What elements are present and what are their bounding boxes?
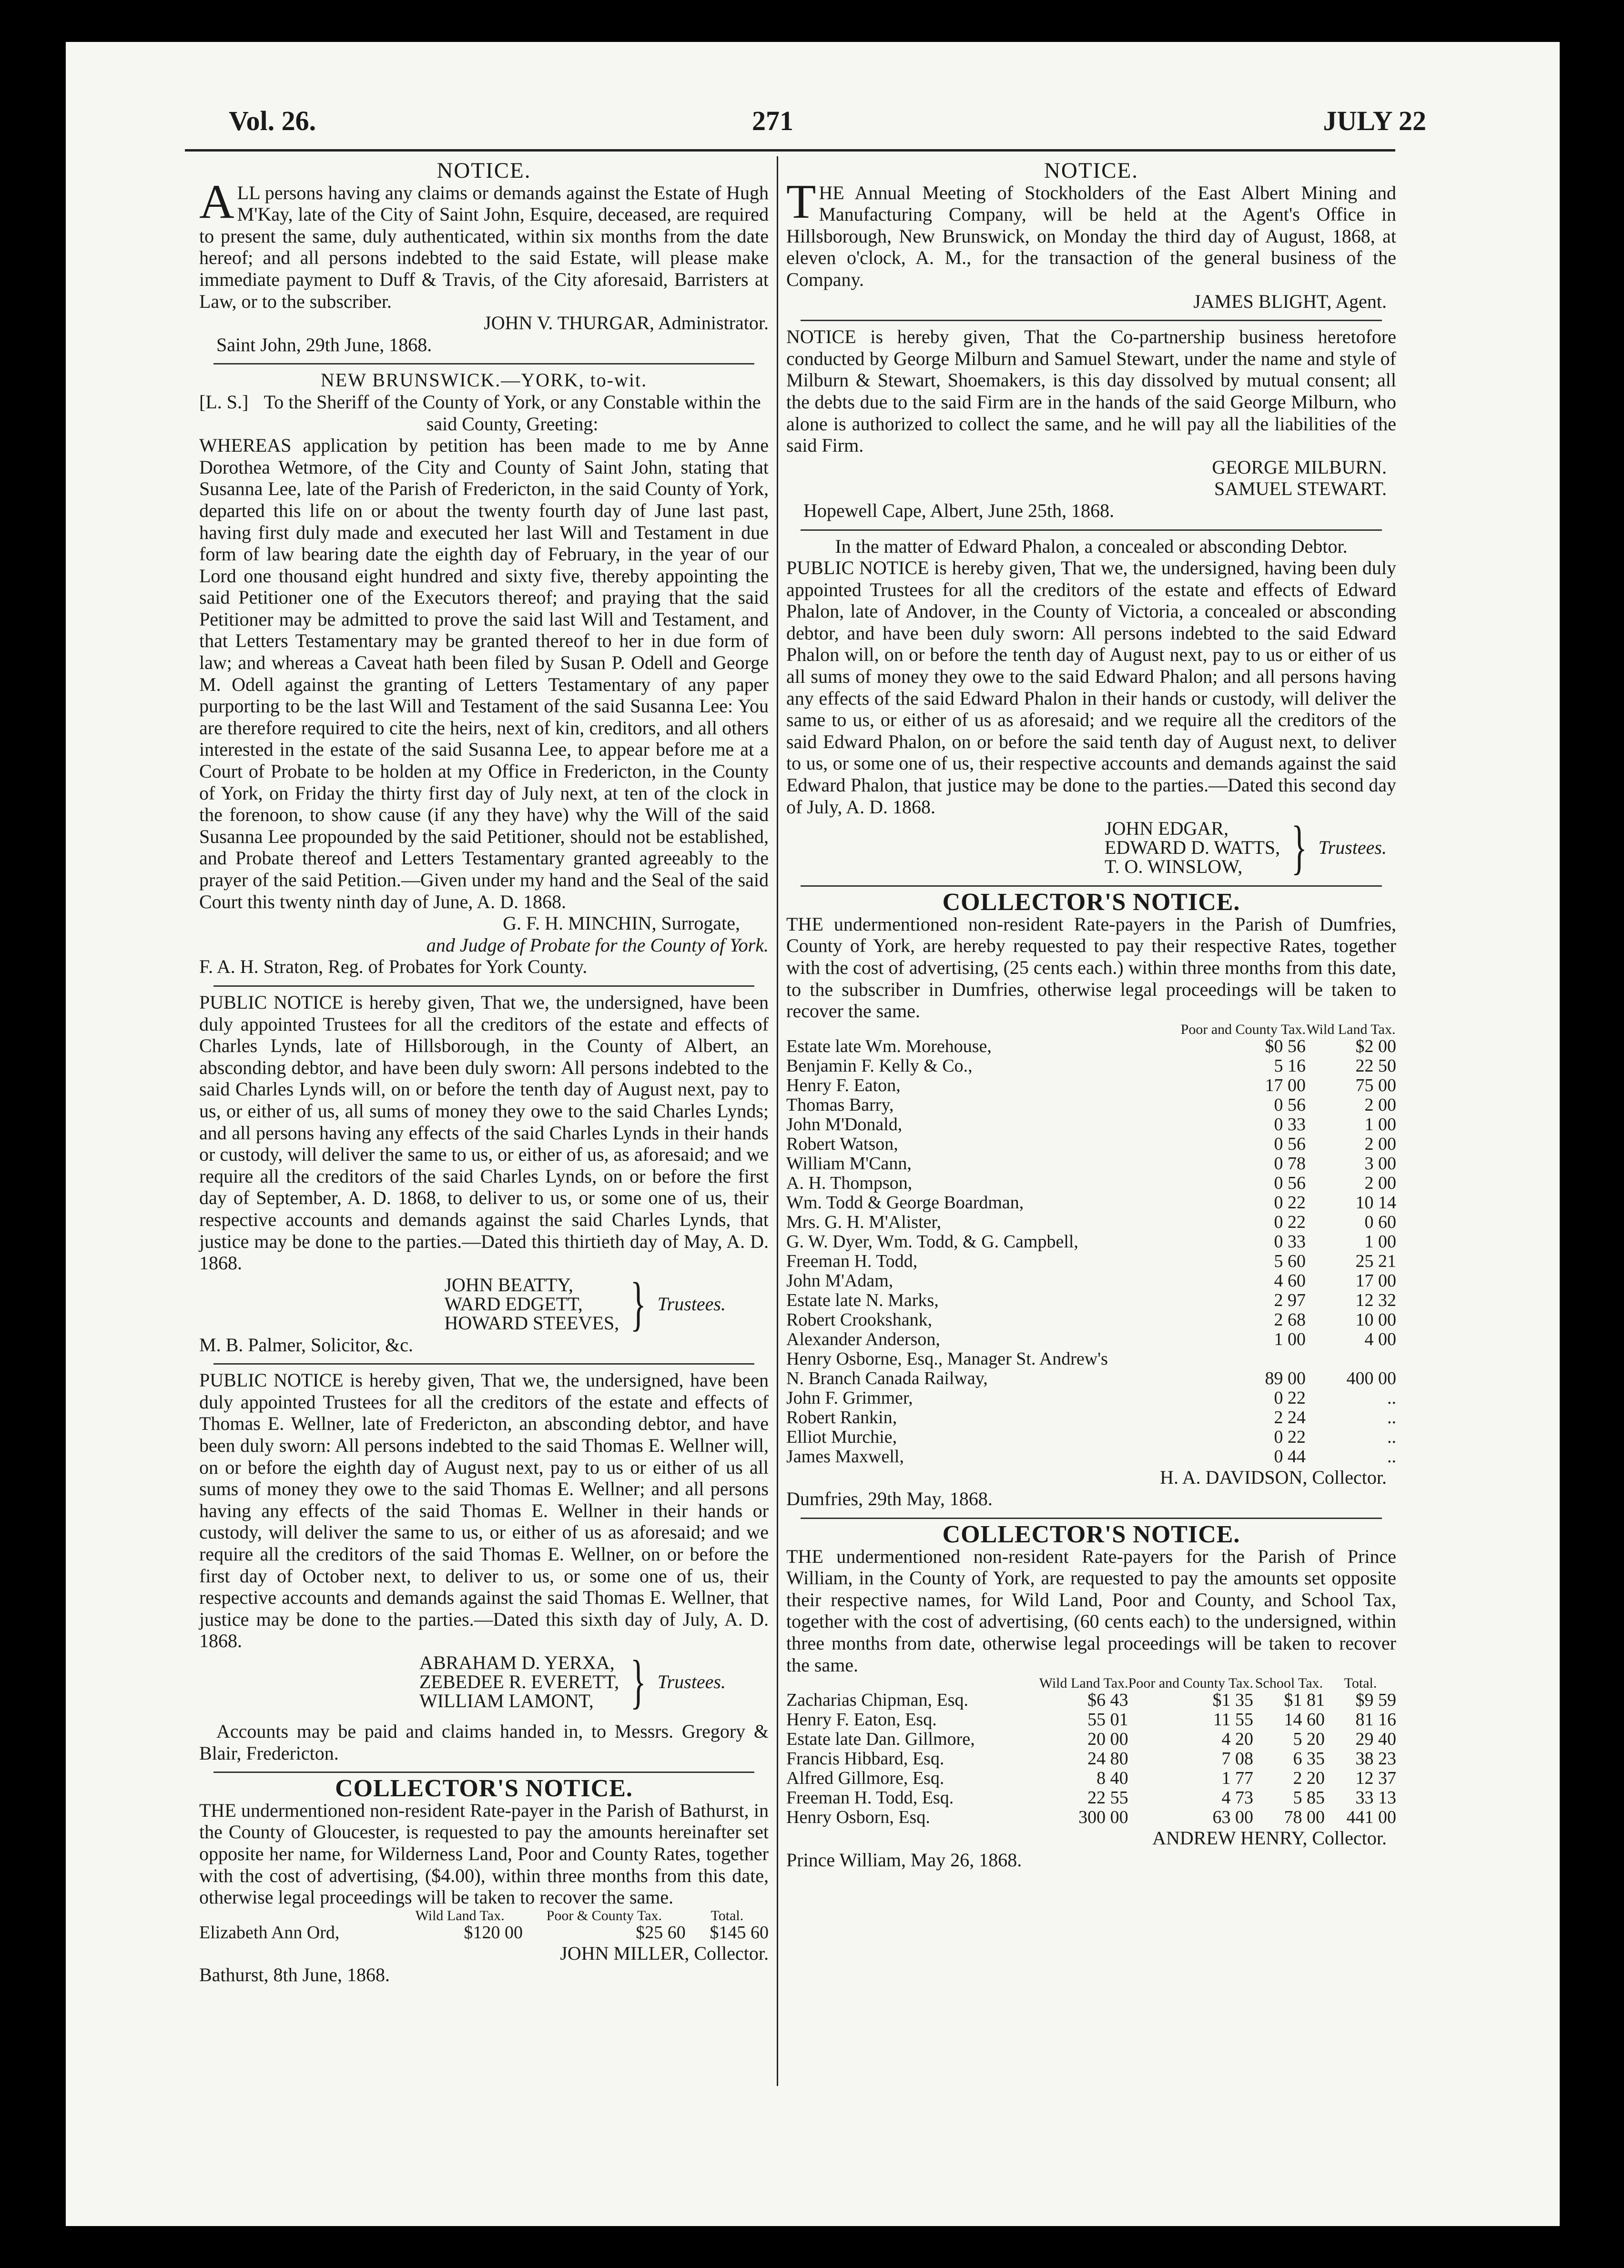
taxpayer-name: Zacharias Chipman, Esq. xyxy=(786,1690,969,1711)
taxpayer-name: N. Branch Canada Railway, xyxy=(786,1368,988,1388)
poor-county-tax: $25 60 xyxy=(636,1922,686,1943)
table-row xyxy=(786,1388,1396,1408)
trustee-name: WARD EDGETT, xyxy=(444,1293,583,1315)
poor-county-tax: 2 68 xyxy=(1274,1309,1306,1330)
signature: JOHN V. THURGAR, Administrator. xyxy=(484,312,769,334)
table-row xyxy=(786,1271,1396,1291)
bathurst-collector-notice xyxy=(199,1775,769,1986)
table-row xyxy=(786,1808,1396,1827)
wild-land-tax: 2 00 xyxy=(1364,1094,1396,1115)
wild-land-tax: 75 00 xyxy=(1355,1075,1396,1095)
trustee-name: EDWARD D. WATTS, xyxy=(1105,837,1280,859)
total-tax: 29 40 xyxy=(1355,1729,1396,1750)
taxpayer-name: Henry Osborn, Esq. xyxy=(786,1807,930,1828)
wild-land-tax: 0 60 xyxy=(1364,1212,1396,1232)
notice-body: THE undermentioned non-resident Rate-payers for the Parish of Prince William, in the County of York, are requested to pay the amounts set opposite their respective names, for Wild Land, Poor and County, and School Tax, together with the cost of advertising, (60 cents each) to the undersigned, within three months from date, otherwise legal proceedings will be taken to recover the same. xyxy=(786,1545,1396,1676)
table-row xyxy=(786,1428,1396,1447)
notice-title: COLLECTOR'S NOTICE. xyxy=(335,1775,633,1802)
wild-land-tax: $120 00 xyxy=(464,1922,523,1943)
taxpayer-name: Henry F. Eaton, Esq. xyxy=(786,1710,937,1730)
phalon-notice xyxy=(786,535,1396,881)
notice-title: NOTICE. xyxy=(436,158,531,183)
wild-land-tax: .. xyxy=(1387,1446,1396,1467)
column-header: Wild Land Tax. xyxy=(415,1907,505,1924)
table-row xyxy=(786,1134,1396,1154)
poor-county-tax: 0 22 xyxy=(1274,1387,1306,1408)
trustee-name: ZEBEDEE R. EVERETT, xyxy=(419,1671,619,1692)
trustee-name: JOHN BEATTY, xyxy=(444,1274,573,1296)
poor-county-tax: 1 77 xyxy=(1221,1768,1253,1789)
tax-table xyxy=(199,1908,769,1943)
school-tax: 2 20 xyxy=(1293,1768,1325,1789)
taxpayer-name: Estate late N. Marks, xyxy=(786,1290,939,1310)
newspaper-page xyxy=(66,42,1560,2226)
total-tax: $9 59 xyxy=(1355,1690,1396,1711)
school-tax: $1 81 xyxy=(1284,1690,1325,1711)
taxpayer-name: G. W. Dyer, Wm. Todd, & G. Campbell, xyxy=(786,1231,1078,1252)
poor-county-tax: 1 00 xyxy=(1274,1329,1306,1349)
table-row xyxy=(786,1193,1396,1213)
wild-land-tax: 22 50 xyxy=(1355,1055,1396,1076)
separator xyxy=(801,885,1382,887)
right-column xyxy=(786,160,1396,1871)
poor-county-tax: 2 24 xyxy=(1274,1407,1306,1428)
issue-date: JULY 22 xyxy=(1323,105,1426,136)
table-row xyxy=(786,1095,1396,1115)
table-row xyxy=(786,1769,1396,1788)
column-header: Total. xyxy=(1344,1675,1377,1691)
separator xyxy=(801,320,1382,321)
wellner-notice xyxy=(199,1369,769,1764)
taxpayer-name: Henry F. Eaton, xyxy=(786,1075,901,1095)
wild-land-tax: .. xyxy=(1387,1387,1396,1408)
wild-land-tax: 12 32 xyxy=(1355,1290,1396,1310)
trustee-name: HOWARD STEEVES, xyxy=(444,1312,619,1334)
poor-county-tax xyxy=(1181,1349,1306,1369)
taxpayer-name: Elliot Murchie, xyxy=(786,1427,897,1447)
taxpayer-name: John F. Grimmer, xyxy=(786,1387,913,1408)
table-row xyxy=(786,1310,1396,1330)
notice-title: COLLECTOR'S NOTICE. xyxy=(942,1520,1240,1548)
notice-title: NOTICE. xyxy=(1044,158,1139,183)
wild-land-tax: .. xyxy=(1387,1407,1396,1428)
taxpayer-name: James Maxwell, xyxy=(786,1446,904,1467)
taxpayer-name: Thomas Barry, xyxy=(786,1094,894,1115)
signature: JOHN MILLER, Collector. xyxy=(560,1942,769,1964)
total-tax: 38 23 xyxy=(1355,1749,1396,1769)
wild-land-tax: 4 00 xyxy=(1364,1329,1396,1349)
wild-land-tax: 22 55 xyxy=(1087,1788,1128,1808)
taxpayer-name: Robert Rankin, xyxy=(786,1407,897,1428)
citation-address: To the Sheriff of the County of York, or any Constable within the said County, Greeting: xyxy=(264,391,761,435)
table-row xyxy=(786,1408,1396,1428)
poor-county-tax: 0 33 xyxy=(1274,1231,1306,1252)
taxpayer-name: Alexander Anderson, xyxy=(786,1329,940,1349)
tax-table xyxy=(786,1676,1396,1827)
notice-body: THE undermentioned non-resident Rate-payers in the Parish of Dumfries, County of York, are hereby requested to pay their respective Rates, together with the cost of advertising, (25 cents each.) within three months from this date, to the subscriber in Dumfries, otherwise legal proceedings will be taken to recover the same. xyxy=(786,913,1396,1022)
notice-body: PUBLIC NOTICE is hereby given, That we, the undersigned, have been duly appointed Trustees for all the creditors of the estate and effects of Thomas E. Wellner, late of Fredericton, an absconding debtor, and have been duly sworn: All persons indebted to the said Thomas E. Wellner will, on or before the eighth day of August next, pay to us or either of us all sums of money they owe to the said Thomas E. Wellner; and all persons having any effects of the said Thomas E. Wellner in their hands or custody, will deliver the same to us, or either of us as aforesaid; and we require all the creditors of the said Thomas E. Wellner, on or before the first day of October next, to deliver to us, or some one of us, their respective accounts and demands against the said Thomas E. Wellner, that justice may be done to the parties.—Dated this sixth day of July, A. D. 1868. xyxy=(199,1369,769,1652)
trustees-label: Trustees. xyxy=(657,1293,726,1315)
judge-title: and Judge of Probate for the County of York. xyxy=(426,934,769,956)
trustee-name: JOHN EDGAR, xyxy=(1105,818,1228,840)
wild-land-tax: 55 01 xyxy=(1087,1710,1128,1730)
table-row xyxy=(786,1056,1396,1076)
wild-land-tax: $2 00 xyxy=(1355,1036,1396,1056)
separator xyxy=(213,363,754,364)
table-row xyxy=(786,1710,1396,1730)
poor-county-tax: 5 16 xyxy=(1274,1055,1306,1076)
poor-county-tax: 0 56 xyxy=(1274,1134,1306,1154)
signature: H. A. DAVIDSON, Collector. xyxy=(1160,1466,1387,1488)
dateline: Dumfries, 29th May, 1868. xyxy=(786,1488,993,1510)
poor-county-tax: 0 33 xyxy=(1274,1114,1306,1134)
separator xyxy=(213,985,754,987)
taxpayer-name: John M'Donald, xyxy=(786,1114,903,1134)
taxpayer-name: A. H. Thompson, xyxy=(786,1173,913,1193)
wild-land-tax: 400 00 xyxy=(1346,1368,1396,1388)
column-header: Total. xyxy=(710,1907,744,1924)
poor-county-tax: 4 60 xyxy=(1274,1270,1306,1291)
trustees-label: Trustees. xyxy=(657,1671,726,1693)
taxpayer-name: Henry Osborne, Esq., Manager St. Andrew's xyxy=(786,1348,1108,1369)
total-tax: 33 13 xyxy=(1355,1788,1396,1808)
probate-citation xyxy=(199,369,769,978)
signature: SAMUEL STEWART. xyxy=(1214,478,1387,500)
wild-land-tax: 17 00 xyxy=(1355,1270,1396,1291)
prince-william-collector-notice xyxy=(786,1520,1396,1871)
school-tax: 5 20 xyxy=(1293,1729,1325,1750)
notice-heading: In the matter of Edward Phalon, a concealed or absconding Debtor. xyxy=(835,535,1348,557)
brace-glyph: } xyxy=(630,1649,647,1715)
table-row xyxy=(786,1115,1396,1134)
wild-land-tax: 20 00 xyxy=(1087,1729,1128,1750)
taxpayer-name: Estate late Dan. Gillmore, xyxy=(786,1729,975,1750)
trustee-name: ABRAHAM D. YERXA, xyxy=(419,1652,615,1673)
column-header: Poor and County Tax. xyxy=(1128,1675,1253,1691)
taxpayer-name: Freeman H. Todd, xyxy=(786,1251,918,1271)
separator xyxy=(213,1772,754,1773)
solicitor-line: M. B. Palmer, Solicitor, &c. xyxy=(199,1334,413,1356)
taxpayer-name: William M'Cann, xyxy=(786,1153,912,1174)
registrar-line: F. A. H. Straton, Reg. of Probates for York County. xyxy=(199,956,588,978)
citation-body: WHEREAS application by petition has been made to me by Anne Dorothea Wetmore, of the City and County of Saint John, stating that Susanna Lee, late of the Parish of Fredericton, in the said County of York, departed this life on or about the twenty fourth day of June last past, having first duly made and executed her last Will and Testament in due form of law bearing date the eighth day of February, in the year of our Lord one thousand eight hundred and sixty five, thereby appointing the said Petitioner one of the Executors thereof; and praying that the said Petitioner may be admitted to prove the said last Will and Testament, and that Letters Testamentary may be granted thereof to her in due form of law; and whereas a Caveat hath been filed by Susan P. Odell and George M. Odell against the granting of Letters Testamentary of any paper purporting to be the last Will and Testament of the said Susanna Lee: You are therefore required to cite the heirs, next of kin, creditors, and all others interested in the estate of the said Susanna Lee, to appear before me at a Court of Probate to be holden at my Office in Fredericton, in the County of York, on Friday the thirty first day of July next, at ten of the clock in the forenoon, to show cause (if any they have) why the Will of the said Susanna Lee propounded by the said Petitioner, should not be established, and Probate thereof and Letters Testamentary granted agreeably to the prayer of the said Petition.—Given under my hand and the Seal of the said Court this twenty ninth day of June, A. D. 1868. xyxy=(199,435,769,912)
separator xyxy=(801,529,1382,531)
notice-body: PUBLIC NOTICE is hereby given, That we, the undersigned, having been duly appointed Trustees for all the creditors of the estate and effects of Edward Phalon, late of Andover, in the County of Victoria, a concealed or absconding debtor, and have been duly sworn: All persons indebted to the said Edward Phalon will, on or before the tenth day of August next, pay to us or either of us all sums of money they owe to the said Edward Phalon; and all persons having any effects of the said Edward Phalon in their hands or custody, will deliver the same to us, or either of us as aforesaid; and we require all the creditors of the said Edward Phalon, on or before the said tenth day of August next, to deliver to us, or some one of us, their respective accounts and demands against the said Edward Phalon, that justice may be done to the parties.—Dated this second day of July, A. D. 1868. xyxy=(786,557,1396,818)
table-row xyxy=(786,1349,1396,1369)
poor-county-tax: 0 78 xyxy=(1274,1153,1306,1174)
wild-land-tax: 2 00 xyxy=(1364,1173,1396,1193)
total-tax: 81 16 xyxy=(1355,1710,1396,1730)
poor-county-tax: 0 22 xyxy=(1274,1212,1306,1232)
school-tax: 14 60 xyxy=(1284,1710,1325,1730)
poor-county-tax: 0 56 xyxy=(1274,1094,1306,1115)
dateline: Saint John, 29th June, 1868. xyxy=(216,334,432,355)
dateline: Hopewell Cape, Albert, June 25th, 1868. xyxy=(803,499,1115,521)
column-header: School Tax. xyxy=(1255,1675,1323,1691)
wild-land-tax: 1 00 xyxy=(1364,1114,1396,1134)
dumfries-collector-notice xyxy=(786,891,1396,1510)
table-row xyxy=(786,1154,1396,1174)
albert-mining-notice xyxy=(786,160,1396,312)
table-row xyxy=(199,1923,769,1943)
trustee-name: WILLIAM LAMONT, xyxy=(419,1690,594,1711)
table-row xyxy=(786,1213,1396,1232)
surrogate-signature: G. F. H. MINCHIN, Surrogate, xyxy=(503,912,740,934)
table-row xyxy=(786,1447,1396,1467)
drop-cap: A xyxy=(199,174,234,229)
notice-title: COLLECTOR'S NOTICE. xyxy=(942,889,1240,916)
poor-county-tax: $0 56 xyxy=(1265,1036,1306,1056)
taxpayer-name: Freeman H. Todd, Esq. xyxy=(786,1788,954,1808)
table-row xyxy=(786,1369,1396,1388)
separator xyxy=(801,1518,1382,1519)
trustees-block xyxy=(786,814,1387,881)
poor-county-tax: 0 56 xyxy=(1274,1173,1306,1193)
milburn-notice xyxy=(786,326,1396,521)
column-header: Poor & County Tax. xyxy=(546,1907,662,1924)
trustee-name: T. O. WINSLOW, xyxy=(1105,856,1243,878)
poor-county-tax: 89 00 xyxy=(1265,1368,1306,1388)
poor-county-tax: 2 97 xyxy=(1274,1290,1306,1310)
school-tax: 5 85 xyxy=(1293,1788,1325,1808)
trustees-block xyxy=(199,1270,726,1337)
wild-land-tax: 10 14 xyxy=(1355,1192,1396,1213)
table-row xyxy=(786,1291,1396,1310)
wild-land-tax: 2 00 xyxy=(1364,1134,1396,1154)
table-row xyxy=(786,1691,1396,1710)
poor-county-tax: 4 73 xyxy=(1221,1788,1253,1808)
table-row xyxy=(786,1076,1396,1095)
poor-county-tax: 0 22 xyxy=(1274,1192,1306,1213)
wild-land-tax xyxy=(1306,1349,1396,1369)
poor-county-tax: 0 44 xyxy=(1274,1446,1306,1467)
wild-land-tax: 1 00 xyxy=(1364,1231,1396,1252)
separator xyxy=(213,1363,754,1365)
taxpayer-name: Robert Crookshank, xyxy=(786,1309,933,1330)
poor-county-tax: 4 20 xyxy=(1221,1729,1253,1750)
wild-land-tax: 10 00 xyxy=(1355,1309,1396,1330)
wild-land-tax: 3 00 xyxy=(1364,1153,1396,1174)
wild-land-tax: 25 21 xyxy=(1355,1251,1396,1271)
signature: ANDREW HENRY, Collector. xyxy=(1152,1827,1387,1849)
table-row xyxy=(786,1730,1396,1749)
dateline: Prince William, May 26, 1868. xyxy=(786,1849,1022,1871)
table-row xyxy=(786,1037,1396,1056)
taxpayer-name: Francis Hibbard, Esq. xyxy=(786,1749,944,1769)
mckay-notice xyxy=(199,160,769,355)
brace-glyph: } xyxy=(630,1270,647,1337)
taxpayer-name: Estate late Wm. Morehouse, xyxy=(786,1036,992,1056)
total-tax: $145 60 xyxy=(710,1922,769,1943)
table-row xyxy=(786,1749,1396,1769)
table-row xyxy=(786,1330,1396,1349)
drop-cap: T xyxy=(786,174,816,229)
table-row xyxy=(786,1252,1396,1271)
poor-county-tax: $1 35 xyxy=(1212,1690,1253,1711)
total-tax: 441 00 xyxy=(1346,1807,1396,1828)
seal-mark: [L. S.] xyxy=(199,391,249,413)
header-rule xyxy=(185,149,1395,152)
taxpayer-name: John M'Adam, xyxy=(786,1270,893,1291)
column-header: Poor and County Tax. xyxy=(1180,1021,1306,1037)
wild-land-tax: $6 43 xyxy=(1087,1690,1128,1711)
poor-county-tax: 5 60 xyxy=(1274,1251,1306,1271)
poor-county-tax: 63 00 xyxy=(1212,1807,1253,1828)
taxpayer-name: Alfred Gillmore, Esq. xyxy=(786,1768,944,1789)
school-tax: 6 35 xyxy=(1293,1749,1325,1769)
tax-table xyxy=(786,1022,1396,1467)
column-header: Wild Land Tax. xyxy=(1039,1675,1128,1691)
total-tax: 12 37 xyxy=(1355,1768,1396,1789)
taxpayer-name: Benjamin F. Kelly & Co., xyxy=(786,1055,973,1076)
table-row xyxy=(786,1174,1396,1193)
accounts-line: Accounts may be paid and claims handed in, to Messrs. Gregory & Blair, Fredericton. xyxy=(199,1721,769,1764)
taxpayer-name: Wm. Todd & George Boardman, xyxy=(786,1192,1024,1213)
dateline: Bathurst, 8th June, 1868. xyxy=(199,1964,390,1986)
wild-land-tax: 24 80 xyxy=(1087,1749,1128,1769)
volume-number: Vol. 26. xyxy=(229,105,316,136)
citation-title: NEW BRUNSWICK.—YORK, to-wit. xyxy=(320,369,648,391)
column-divider xyxy=(777,156,778,2086)
table-row xyxy=(786,1232,1396,1252)
trustees-label: Trustees. xyxy=(1318,837,1387,859)
notice-body: THE undermentioned non-resident Rate-payer in the Parish of Bathurst, in the County of Gloucester, is requested to pay the amounts hereinafter set opposite her name, for Wilderness Land, Poor and County Rates, together with the cost of advertising, ($4.00), within three months from this date, otherwise legal proceedings will be taken to recover the same. xyxy=(199,1799,769,1908)
notice-body: LL persons having any claims or demands against the Estate of Hugh M'Kay, late of the City of Saint John, Esquire, deceased, are required to present the same, duly authenticated, within six months from the date hereof; and all persons indebted to the said Estate, will please make immediate payment to Duff & Travis, of the City aforesaid, Barristers at Law, or to the subscriber. xyxy=(199,182,769,312)
table-row xyxy=(786,1788,1396,1808)
poor-county-tax: 11 55 xyxy=(1213,1710,1253,1730)
wild-land-tax: .. xyxy=(1387,1427,1396,1447)
brace-glyph: } xyxy=(1291,814,1308,881)
poor-county-tax: 17 00 xyxy=(1265,1075,1306,1095)
wild-land-tax: 300 00 xyxy=(1078,1807,1128,1828)
poor-county-tax: 7 08 xyxy=(1221,1749,1253,1769)
trustees-block xyxy=(199,1649,726,1715)
taxpayer-name: Robert Watson, xyxy=(786,1134,898,1154)
signature: JAMES BLIGHT, Agent. xyxy=(1193,290,1387,312)
notice-body: HE Annual Meeting of Stockholders of the East Albert Mining and Manufacturing Company, will be held at the Agent's Office in Hillsborough, New Brunswick, on Monday the third day of August, 1868, at eleven o'clock, A. M., for the transaction of the general business of the Company. xyxy=(786,182,1396,290)
page-number: 271 xyxy=(752,105,793,136)
taxpayer-name: Elizabeth Ann Ord, xyxy=(199,1922,340,1943)
left-column xyxy=(199,160,769,1986)
signature: GEORGE MILBURN. xyxy=(1212,456,1387,478)
poor-county-tax: 0 22 xyxy=(1274,1427,1306,1447)
school-tax: 78 00 xyxy=(1284,1807,1325,1828)
wild-land-tax: 8 40 xyxy=(1096,1768,1128,1789)
notice-body: NOTICE is hereby given, That the Co-partnership business heretofore conducted by George Milburn and Samuel Stewart, under the name and style of Milburn & Stewart, Shoemakers, is this day dissolved by mutual consent; all the debts due to the said Firm are in the hands of the said George Milburn, who alone is authorized to collect the same, and he will pay all the liabilities of the said Firm. xyxy=(786,326,1396,456)
column-header: Wild Land Tax. xyxy=(1306,1021,1396,1037)
notice-body: PUBLIC NOTICE is hereby given, That we, the undersigned, have been duly appointed Trustees for all the creditors of the estate and effects of Charles Lynds, late of Hillsborough, in the County of Albert, an absconding debtor, and have been duly sworn: All persons indebted to the said Charles Lynds will, on or before the tenth day of August next, pay to us, or either of us, all sums of money they owe to the said Charles Lynds; and all persons having any effects of the said Charles Lynds in their hands or custody, will deliver the same to us, or either of us, as aforesaid; and we require all the creditors of the said Charles Lynds, on or before the first day of September, A. D. 1868, to deliver to us, or some one of us, their respective accounts and demands against the said Charles Lynds, that justice may be done to the parties.—Dated this thirtieth day of May, A. D. 1868. xyxy=(199,991,769,1274)
lynds-notice xyxy=(199,992,769,1356)
taxpayer-name: Mrs. G. H. M'Alister, xyxy=(786,1212,942,1232)
